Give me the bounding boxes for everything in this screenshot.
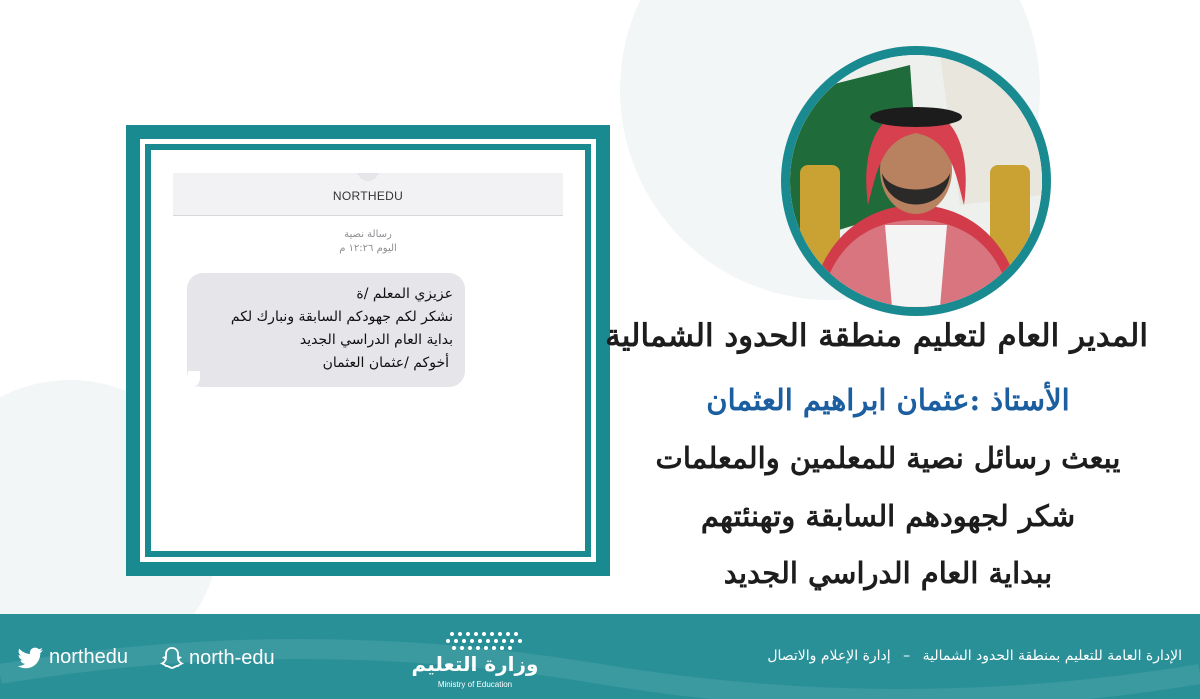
bubble-tail xyxy=(192,371,208,387)
sms-header xyxy=(173,173,563,216)
portrait-photo xyxy=(790,55,1042,307)
headline-name: الأستاذ :عثمان ابراهيم العثمان xyxy=(706,383,1070,417)
snapchat-handle: north-edu xyxy=(189,646,275,669)
message-line: بداية العام الدراسي الجديد xyxy=(299,332,453,348)
headline-line: ببداية العام الدراسي الجديد xyxy=(723,556,1053,590)
twitter-handle: northedu xyxy=(49,646,128,668)
sms-frame xyxy=(126,125,610,576)
snapchat-icon xyxy=(160,646,184,670)
message-bubble xyxy=(187,273,465,387)
footer-org-text xyxy=(767,648,1182,664)
ministry-logo xyxy=(390,628,560,692)
snapchat-link[interactable] xyxy=(160,646,275,670)
message-line: أخوكم /عثمان العثمان xyxy=(322,355,449,371)
headline-title: المدير العام لتعليم منطقة الحدود الشمالية xyxy=(605,318,1148,354)
sms-meta xyxy=(173,228,563,256)
message-line: نشكر لكم جهودكم السابقة ونبارك لكم xyxy=(230,309,453,325)
org-name: الإدارة العامة للتعليم بمنطقة الحدود الشمالية xyxy=(922,648,1182,664)
message-line: عزيزي المعلم /ة xyxy=(356,286,453,302)
sms-timestamp: اليوم ١٢:٢٦ م xyxy=(339,243,397,254)
sms-contact-name: NORTHEDU xyxy=(332,189,404,203)
footer-bar xyxy=(0,614,1200,699)
headline-line: يبعث رسائل نصية للمعلمين والمعلمات xyxy=(655,441,1121,475)
ministry-logo-arabic: وزارة التعليم xyxy=(411,652,539,676)
twitter-icon xyxy=(18,647,44,669)
department-name: إدارة الإعلام والاتصال xyxy=(767,648,891,664)
ministry-logo-dots-icon xyxy=(390,628,560,654)
ministry-logo-english: Ministry of Education xyxy=(437,680,513,689)
portrait-frame xyxy=(781,46,1051,316)
sms-type-label: رسالة نصية xyxy=(344,229,392,240)
sms-screenshot xyxy=(173,173,563,543)
headline-line: شكر لجهودهم السابقة وتهنئتهم xyxy=(700,499,1076,533)
separator: – xyxy=(903,648,911,664)
twitter-link[interactable] xyxy=(18,646,128,669)
